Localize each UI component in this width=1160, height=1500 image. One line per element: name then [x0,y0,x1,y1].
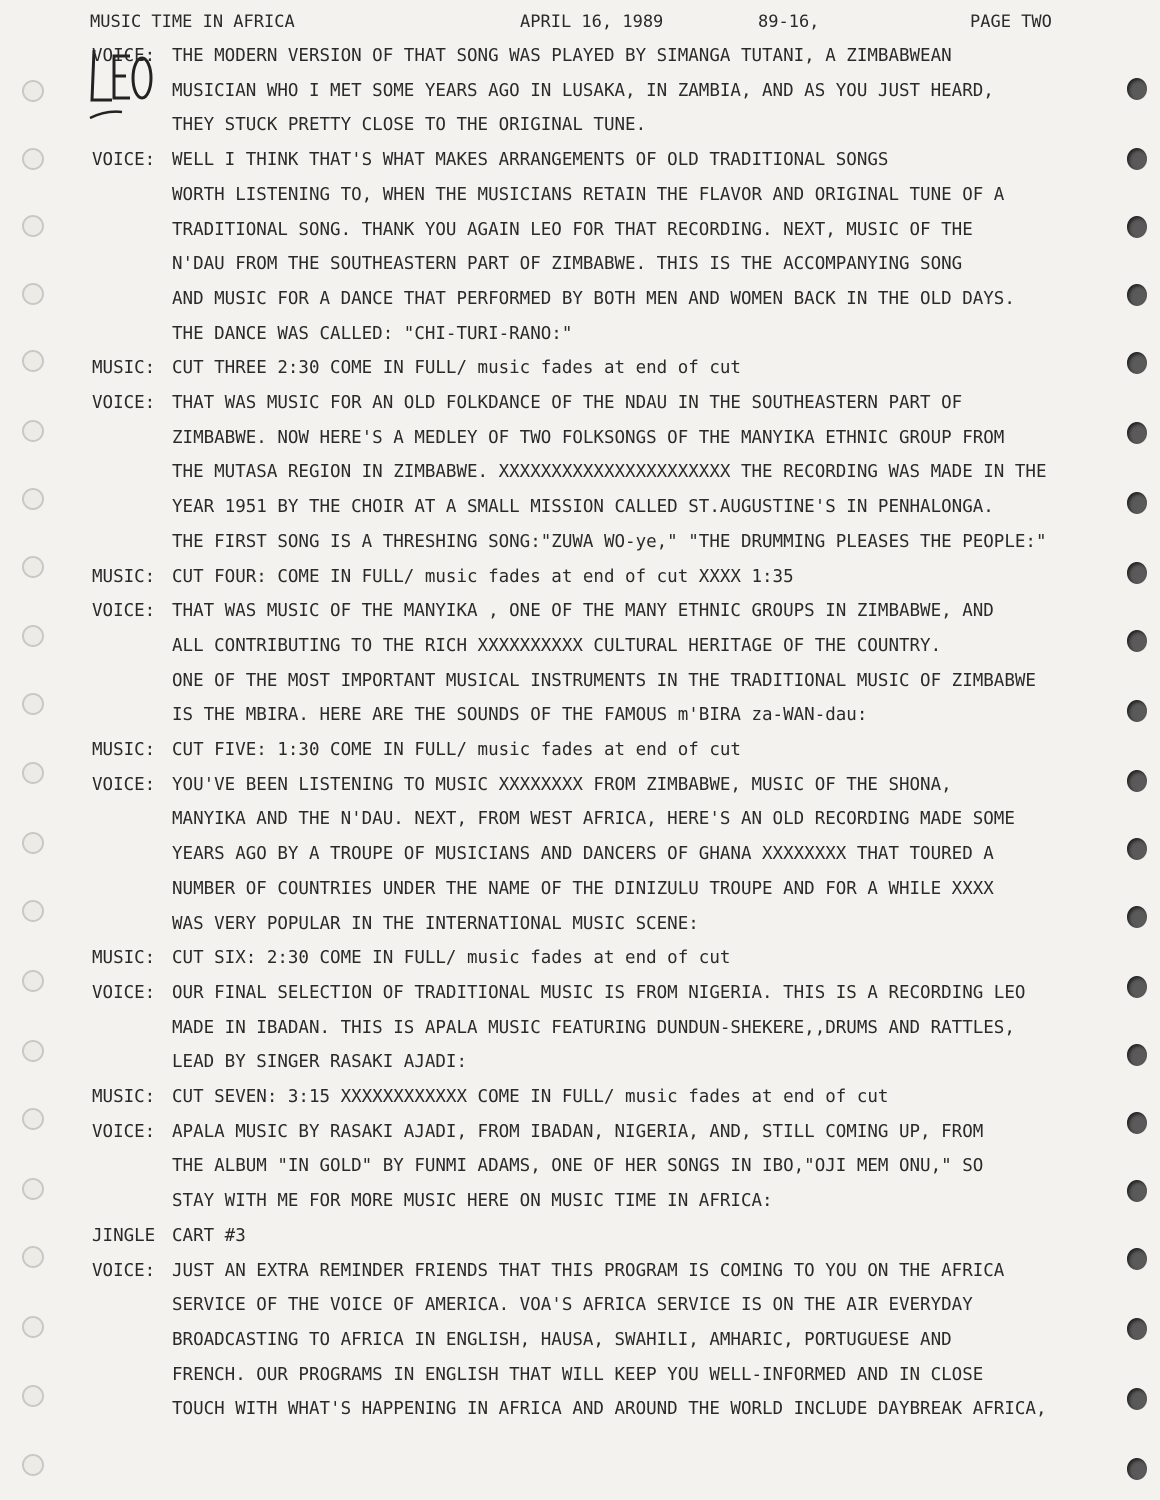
script-line: CART #3 [172,1225,246,1246]
binder-hole-left [22,1385,44,1407]
binder-hole-left [22,1246,44,1268]
script-line: WORTH LISTENING TO, WHEN THE MUSICIANS RETAIN THE FLAVOR AND ORIGINAL TUNE OF A [172,184,1005,205]
binder-hole-left [22,556,44,578]
binder-hole-right [1127,700,1147,722]
script-line: BROADCASTING TO AFRICA IN ENGLISH, HAUSA, SWAHILI, AMHARIC, PORTUGUESE AND [172,1329,952,1350]
cue-label: VOICE: [92,601,156,622]
script-line: ONE OF THE MOST IMPORTANT MUSICAL INSTRUMENTS IN THE TRADITIONAL MUSIC OF ZIMBABWE [172,670,1036,691]
binder-hole-right [1127,1112,1147,1134]
binder-hole-right [1127,216,1147,238]
script-line: THE MUTASA REGION IN ZIMBABWE. XXXXXXXXXXXXXXXXXXXXXX THE RECORDING WAS MADE IN THE [172,462,1047,483]
script-line: YEARS AGO BY A TROUPE OF MUSICIANS AND DANCERS OF GHANA XXXXXXXX THAT TOURED A [172,844,994,865]
script-line: THE DANCE WAS CALLED: "CHI-TURI-RANO:" [172,323,573,344]
binder-hole-left [22,215,44,237]
binder-hole-left [22,80,44,102]
cue-label: VOICE: [92,1121,156,1142]
cue-label: MUSIC: [92,566,156,587]
binder-hole-left [22,693,44,715]
cue-label: VOICE: [92,150,156,171]
binder-hole-left [22,1178,44,1200]
script-line: YEAR 1951 BY THE CHOIR AT A SMALL MISSION CALLED ST.AUGUSTINE'S IN PENHALONGA. [172,497,994,518]
script-line: THE MODERN VERSION OF THAT SONG WAS PLAYED BY SIMANGA TUTANI, A ZIMBABWEAN [172,46,952,66]
script-line: WAS VERY POPULAR IN THE INTERNATIONAL MUSIC SCENE: [172,913,699,934]
cue-label: MUSIC: [92,948,156,969]
script-line: MANYIKA AND THE N'DAU. NEXT, FROM WEST AFRICA, HERE'S AN OLD RECORDING MADE SOME [172,809,1015,830]
cue-label: VOICE: [92,982,156,1003]
binder-hole-left [22,762,44,784]
binder-hole-right [1127,1388,1147,1410]
script-line: TRADITIONAL SONG. THANK YOU AGAIN LEO FOR THAT RECORDING. NEXT, MUSIC OF THE [172,219,973,240]
binder-hole-left [22,1454,44,1476]
script-line: YOU'VE BEEN LISTENING TO MUSIC XXXXXXXX FROM ZIMBABWE, MUSIC OF THE SHONA, [172,774,952,795]
binder-hole-right [1127,770,1147,792]
binder-hole-right [1127,422,1147,444]
cue-label: VOICE: [92,46,156,66]
binder-hole-right [1127,148,1147,170]
script-line: JUST AN EXTRA REMINDER FRIENDS THAT THIS PROGRAM IS COMING TO YOU ON THE AFRICA [172,1260,1005,1281]
script-line: THAT WAS MUSIC OF THE MANYIKA , ONE OF THE MANY ETHNIC GROUPS IN ZIMBABWE, AND [172,601,994,622]
binder-hole-left [22,1108,44,1130]
cue-label: VOICE: [92,393,156,413]
script-line: IS THE MBIRA. HERE ARE THE SOUNDS OF THE FAMOUS m'BIRA za-WAN-dau: [172,705,868,726]
script-line: MUSICIAN WHO I MET SOME YEARS AGO IN LUSAKA, IN ZAMBIA, AND AS YOU JUST HEARD, [172,80,994,101]
script-line: NUMBER OF COUNTRIES UNDER THE NAME OF THE DINIZULU TROUPE AND FOR A WHILE XXXX [172,878,994,899]
script-line: CUT SEVEN: 3:15 XXXXXXXXXXXX COME IN FULL/ music fades at end of cut [172,1087,889,1107]
binder-hole-left [22,625,44,647]
cue-label: VOICE: [92,1260,156,1281]
binder-hole-right [1127,906,1147,928]
script-line: THE FIRST SONG IS A THRESHING SONG:"ZUWA WO-ye," "THE DRUMMING PLEASES THE PEOPLE:" [172,531,1047,552]
binder-hole-left [22,148,44,170]
cue-label: MUSIC: [92,740,156,760]
binder-hole-right [1127,352,1147,374]
binder-hole-left [22,350,44,372]
script-line: THE ALBUM "IN GOLD" BY FUNMI ADAMS, ONE OF HER SONGS IN IBO,"OJI MEM ONU," SO [172,1156,984,1177]
binder-hole-right [1127,976,1147,998]
binder-hole-right [1127,1458,1147,1480]
binder-hole-left [22,832,44,854]
broadcast-date: APRIL 16, 1989 [520,12,664,32]
script-line: SERVICE OF THE VOICE OF AMERICA. VOA'S AFRICA SERVICE IS ON THE AIR EVERYDAY [172,1295,973,1316]
binder-hole-right [1127,838,1147,860]
binder-hole-left [22,283,44,305]
script-line: CUT FIVE: 1:30 COME IN FULL/ music fades at end of cut [172,740,741,760]
binder-hole-right [1127,562,1147,584]
script-line: CUT THREE 2:30 COME IN FULL/ music fades at end of cut [172,358,741,379]
episode-number: 89-16, [758,12,820,32]
script-line: ZIMBABWE. NOW HERE'S A MEDLEY OF TWO FOLKSONGS OF THE MANYIKA ETHNIC GROUP FROM [172,427,1005,448]
script-line: N'DAU FROM THE SOUTHEASTERN PART OF ZIMBABWE. THIS IS THE ACCOMPANYING SONG [172,254,963,275]
binder-hole-right [1127,630,1147,652]
script-line: THAT WAS MUSIC FOR AN OLD FOLKDANCE OF THE NDAU IN THE SOUTHEASTERN PART OF [172,393,963,413]
page-header [90,12,1080,36]
script-line: CUT FOUR: COME IN FULL/ music fades at end of cut XXXX 1:35 [172,566,794,587]
script-line: LEAD BY SINGER RASAKI AJADI: [172,1052,468,1073]
binder-hole-right [1127,78,1147,100]
binder-hole-left [22,1040,44,1062]
script-line: TOUCH WITH WHAT'S HAPPENING IN AFRICA AND AROUND THE WORLD INCLUDE DAYBREAK AFRICA, [172,1399,1047,1420]
script-line: OUR FINAL SELECTION OF TRADITIONAL MUSIC IS FROM NIGERIA. THIS IS A RECORDING LEO [172,982,1026,1003]
script-line: WELL I THINK THAT'S WHAT MAKES ARRANGEMENTS OF OLD TRADITIONAL SONGS [172,150,889,171]
cue-label: JINGLE [92,1225,156,1246]
binder-hole-right [1127,1044,1147,1066]
binder-hole-left [22,900,44,922]
binder-hole-right [1127,1180,1147,1202]
binder-hole-left [22,420,44,442]
page-number: PAGE TWO [970,12,1052,32]
binder-hole-left [22,1316,44,1338]
binder-hole-left [22,488,44,510]
script-line: MADE IN IBADAN. THIS IS APALA MUSIC FEATURING DUNDUN-SHEKERE,,DRUMS AND RATTLES, [172,1017,1015,1038]
cue-label: MUSIC: [92,1087,156,1107]
cue-label: MUSIC: [92,358,156,379]
binder-hole-right [1127,1318,1147,1340]
cue-label: VOICE: [92,774,156,795]
script-line: THEY STUCK PRETTY CLOSE TO THE ORIGINAL TUNE. [172,115,647,136]
program-title: MUSIC TIME IN AFRICA [90,12,295,32]
script-line: CUT SIX: 2:30 COME IN FULL/ music fades at end of cut [172,948,731,969]
script-line: AND MUSIC FOR A DANCE THAT PERFORMED BY BOTH MEN AND WOMEN BACK IN THE OLD DAYS. [172,288,1015,309]
binder-hole-left [22,970,44,992]
binder-hole-right [1127,1248,1147,1270]
script-line: ALL CONTRIBUTING TO THE RICH XXXXXXXXXX CULTURAL HERITAGE OF THE COUNTRY. [172,635,942,656]
script-line: FRENCH. OUR PROGRAMS IN ENGLISH THAT WILL KEEP YOU WELL-INFORMED AND IN CLOSE [172,1364,984,1385]
binder-hole-right [1127,492,1147,514]
script-line: APALA MUSIC BY RASAKI AJADI, FROM IBADAN, NIGERIA, AND, STILL COMING UP, FROM [172,1121,984,1142]
binder-hole-right [1127,284,1147,306]
script-line: STAY WITH ME FOR MORE MUSIC HERE ON MUSIC TIME IN AFRICA: [172,1191,773,1212]
